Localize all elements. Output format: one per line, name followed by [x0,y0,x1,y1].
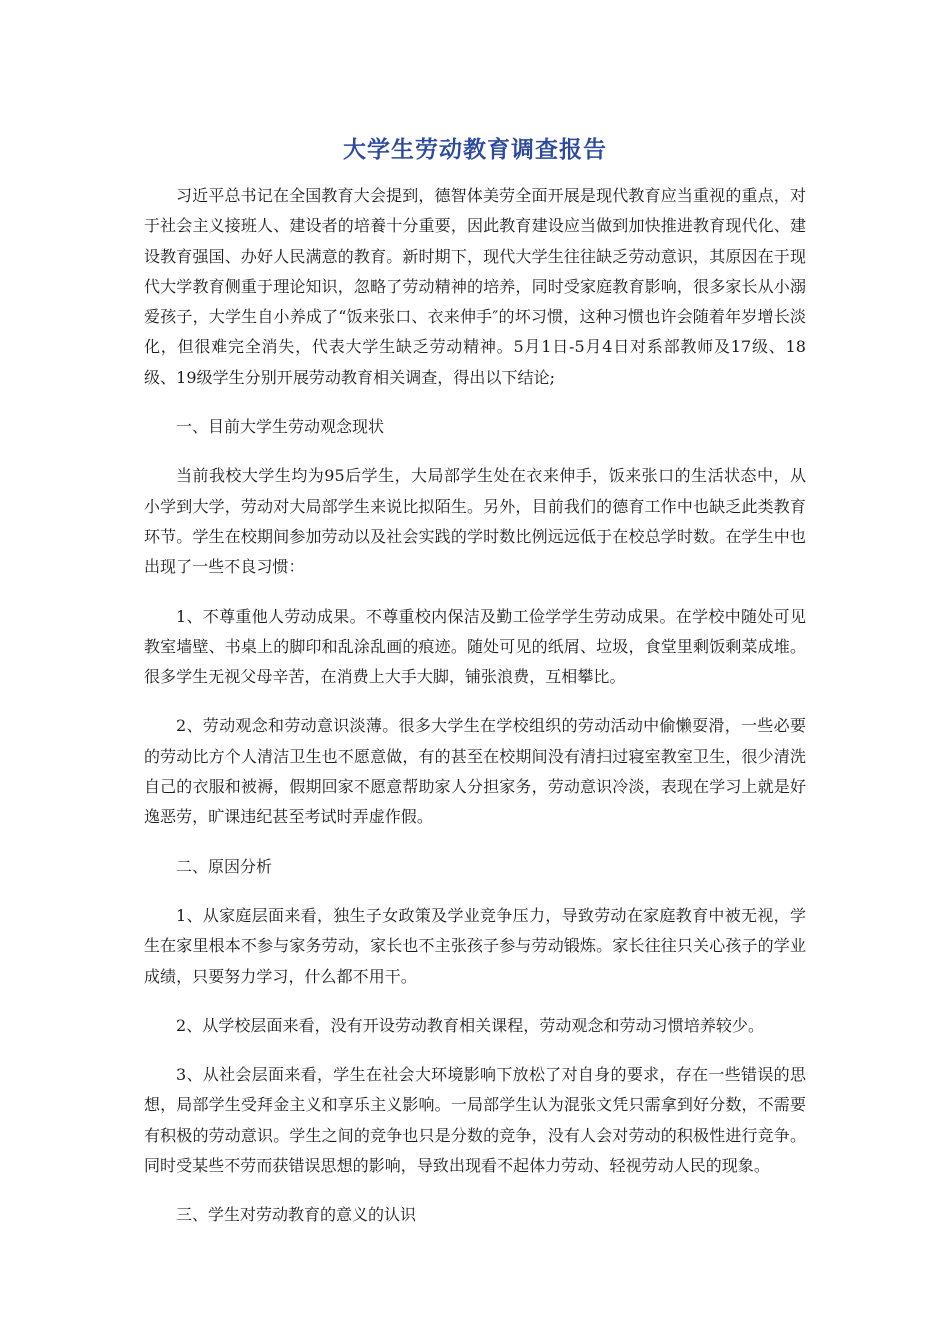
section-2-point-1: 1、从家庭层面来看，独生子女政策及学业竞争压力，导致劳动在家庭教育中被无视，学生在家里根本不参与家务劳动，家长也不主张孩子参与劳动锻炼。家长往往只关心孩子的学业成绩，只要努力学习，什么都不用干。 [144,905,806,986]
section-2-point-3: 3、从社会层面来看，学生在社会大环境影响下放松了对自身的要求，存在一些错误的思想，局部学生受拜金主义和享乐主义影响。一局部学生认为混张文凭只需拿到好分数，不需要有积极的劳动意识。学生之间的竞争也只是分数的竞争，没有人会对劳动的积极性进行竞争。同时受某些不劳而获错误思想的影响，导致出现看不起体力劳动、轻视劳动人民的现象。 [144,1065,806,1176]
section-1-point-1: 1、不尊重他人劳动成果。不尊重校内保洁及勤工俭学学生劳动成果。在学校中随处可见教室墙壁、书桌上的脚印和乱涂乱画的痕迹。随处可见的纸屑、垃圾，食堂里剩饭剩菜成堆。很多学生无视父母辛苦，在消费上大手大脚，铺张浪费，互相攀比。 [144,606,806,687]
section-1-heading: 一、目前大学生劳动观念现状 [176,417,385,437]
document-title: 大学生劳动教育调查报告 [343,137,607,163]
section-3-heading: 三、学生对劳动教育的意义的认识 [176,1205,417,1225]
section-2-heading: 二、原因分析 [176,856,273,876]
intro-paragraph: 习近平总书记在全国教育大会提到，德智体美劳全面开展是现代教育应当重视的重点，对于社会主义接班人、建设者的培養十分重要，因此教育建设应当做到加快推进教育现代化、建设教育强国、办好人民满意的教育。新时期下，现代大学生往往缺乏劳动意识，其原因在于现代大学教育侧重于理论知识，忽略了劳动精神的培养，同时受家庭教育影响，很多家长从小溺爱孩子，大学生自小养成了“饭来张口、衣来伸手″的坏习惯，这种习惯也许会随着年岁增长淡化，但很难完全消失，代表大学生缺乏劳动精神。5月1日-5月4日对系部教师及17级、18级、19级学生分别开展劳动教育相关调查，得出以下结论; [144,186,806,387]
section-1-body: 当前我校大学生均为95后学生，大局部学生处在衣来伸手，饭来张口的生活状态中，从小学到大学，劳动对大局部学生来说比拟陌生。另外，目前我们的德育工作中也缺乏此类教育环节。学生在校期间参加劳动以及社会实践的学时数比例远远低于在校总学时数。在学生中也出现了一些不良习惯： [144,466,806,577]
section-1-point-2: 2、劳动观念和劳动意识淡薄。很多大学生在学校组织的劳动活动中偷懒耍滑，一些必要的劳动比方个人清洁卫生也不愿意做，有的甚至在校期间没有清扫过寝室教室卫生，很少清洗自己的衣服和被褥，假期回家不愿意帮助家人分担家务，劳动意识冷淡，表现在学习上就是好逸恶劳，旷课违纪甚至考试时弄虚作假。 [144,716,806,827]
section-2-point-2: 2、从学校层面来看，没有开设劳动教育相关课程，劳动观念和劳动习惯培养较少。 [176,1015,765,1035]
